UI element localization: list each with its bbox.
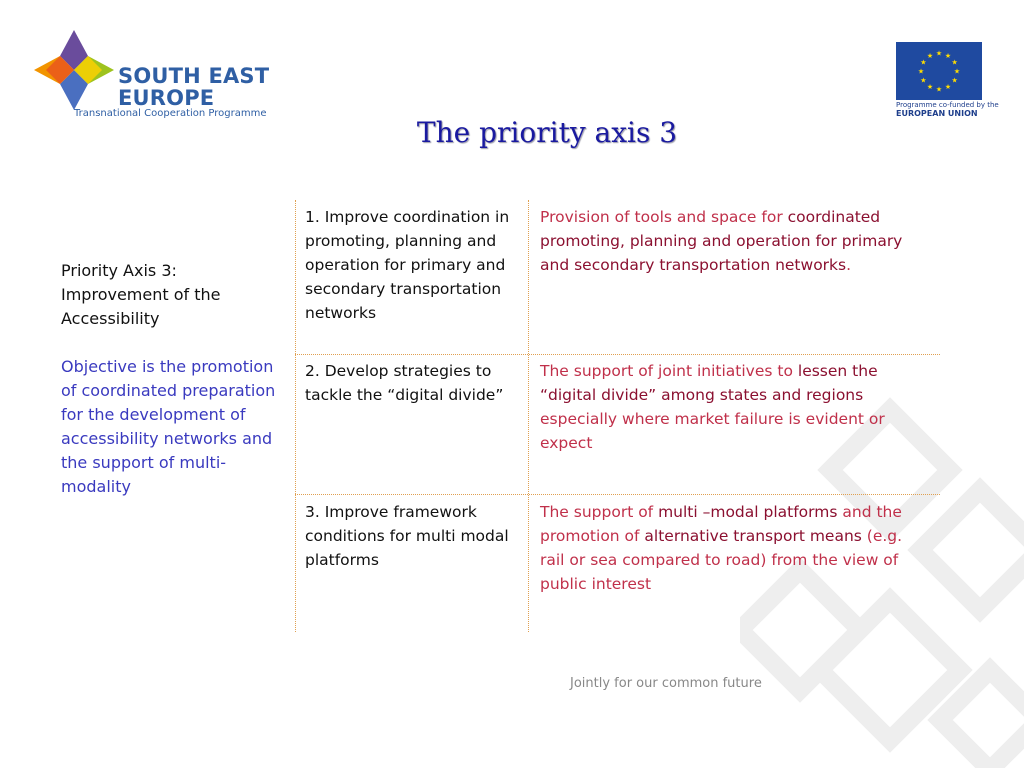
- action-text: 1. Improve coordination in promoting, planning and operation for primary and secondary transportation networks: [305, 208, 510, 322]
- desc-emphasis-2: alternative transport means: [644, 527, 862, 545]
- eu-star-icon: ★: [935, 85, 943, 94]
- eu-star-icon: ★: [944, 83, 952, 92]
- table-row-divider-1: [295, 354, 940, 355]
- table-row-1-action: [305, 205, 520, 325]
- programme-logo: [32, 28, 272, 124]
- eu-star-icon: ★: [917, 67, 925, 76]
- logo-line-3: Transnational Cooperation Programme: [74, 108, 267, 119]
- table-divider-middle: [528, 200, 529, 632]
- priority-axis-objective: Objective is the promotion of coordinated preparation for the development of accessibility networks and the support of multi-modality: [61, 357, 276, 496]
- desc-text: The support of: [540, 503, 659, 521]
- priority-axis-description: [61, 259, 289, 499]
- table-row-2-action: [305, 359, 520, 407]
- eu-star-icon: ★: [920, 58, 927, 67]
- eu-caption: Programme co-funded by the: [896, 101, 999, 109]
- footer-slogan: Jointly for our common future: [570, 676, 762, 691]
- eu-star-icon: ★: [935, 49, 943, 58]
- eu-star-icon: ★: [926, 83, 934, 92]
- eu-star-icon: ★: [953, 67, 961, 76]
- eu-name: EUROPEAN UNION: [896, 109, 978, 118]
- table-row-3-description: [540, 500, 925, 596]
- slide-title: The priority axis 3: [416, 116, 678, 149]
- eu-star-icon: ★: [951, 58, 958, 67]
- desc-text-middle: and the promotion of: [540, 503, 902, 545]
- desc-text: Provision of tools and space for: [540, 208, 788, 226]
- eu-star-icon: ★: [951, 76, 958, 85]
- desc-text-end: especially where market failure is evident or expect: [540, 410, 885, 452]
- logo-line-1: SOUTH EAST: [118, 64, 270, 88]
- action-text: 3. Improve framework conditions for multi modal platforms: [305, 503, 509, 569]
- eu-star-icon: ★: [920, 76, 927, 85]
- table-divider-left: [295, 200, 296, 632]
- star-flower-logo-icon: [32, 28, 116, 112]
- table-row-divider-2: [295, 494, 940, 495]
- eu-flag-icon: [896, 42, 982, 100]
- table-row-3-action: [305, 500, 520, 572]
- table-row-1-description: [540, 205, 920, 277]
- action-text: 2. Develop strategies to tackle the “digital divide”: [305, 362, 504, 404]
- eu-star-icon: ★: [926, 51, 934, 60]
- desc-emphasis: multi –modal platforms: [658, 503, 838, 521]
- desc-text: The support of joint initiatives to: [540, 362, 798, 380]
- eu-star-icon: ★: [944, 51, 952, 60]
- logo-line-2: EUROPE: [118, 86, 215, 110]
- desc-emphasis: coordinated promoting, planning and operation for primary and secondary transportation networks: [540, 208, 903, 274]
- priority-axis-heading: Priority Axis 3: Improvement of the Accessibility: [61, 261, 221, 328]
- eu-emblem: [896, 42, 999, 122]
- desc-text-end: (e.g. rail or sea compared to road) from the view of public interest: [540, 527, 903, 593]
- table-row-2-description: [540, 359, 920, 455]
- desc-emphasis: lessen the “digital divide” among states and regions: [540, 362, 878, 404]
- desc-text-end: .: [846, 256, 852, 274]
